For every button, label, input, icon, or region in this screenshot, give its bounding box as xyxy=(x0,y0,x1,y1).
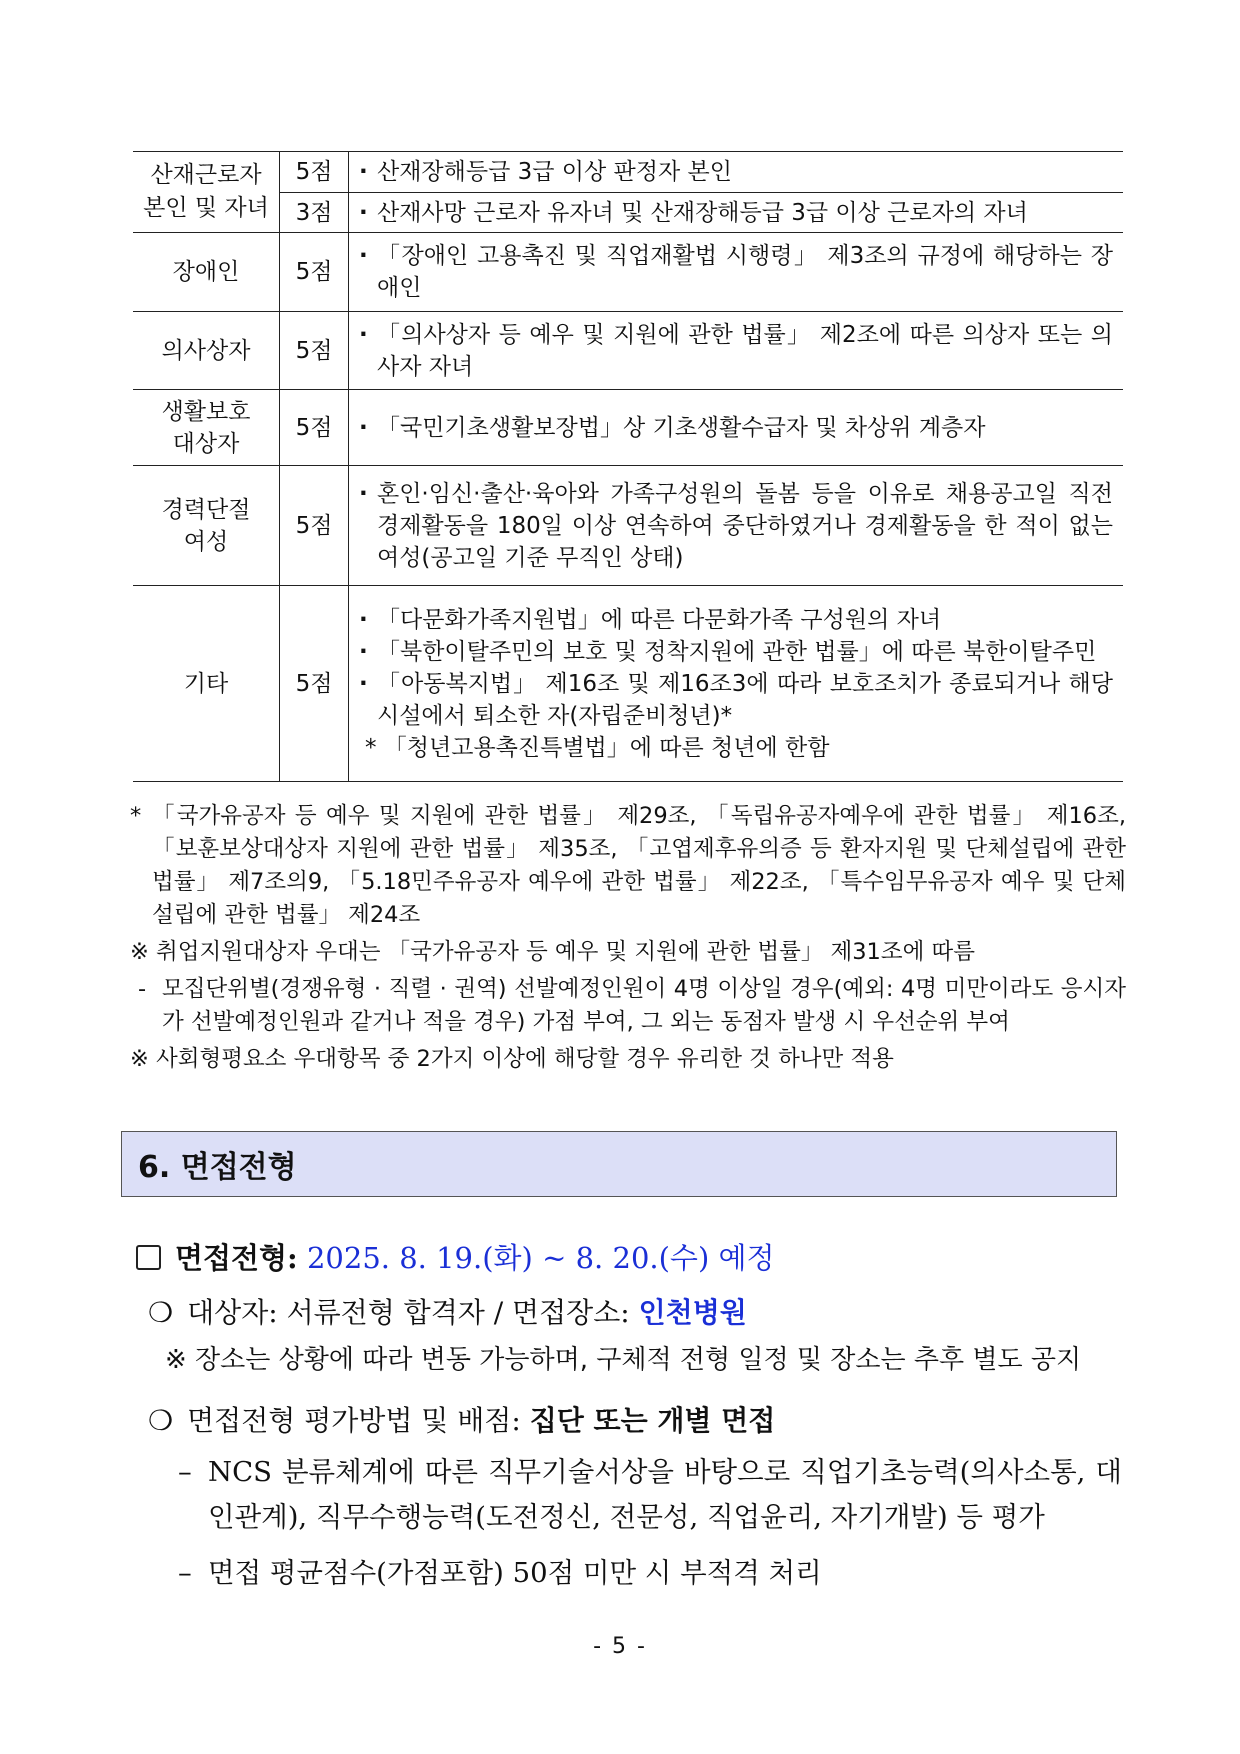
dash-mark: - xyxy=(138,976,147,1002)
description-item: · 「장애인 고용촉진 및 직업재활법 시행령」 제3조의 규정에 해당하는 장애인 xyxy=(355,240,1113,304)
youth-note: * 「청년고용촉진특별법」에 따른 청년에 한함 xyxy=(365,734,830,761)
description-item: · 산재장해등급 3급 이상 판정자 본인 xyxy=(355,156,1113,188)
description-cell xyxy=(349,152,1124,193)
evaluation-item xyxy=(178,1450,1122,1540)
interview-target-line xyxy=(148,1291,747,1331)
section-title: 6. 면접전형 xyxy=(138,1150,297,1185)
description-cell xyxy=(349,233,1124,312)
description-cell xyxy=(349,312,1124,390)
table-row xyxy=(133,466,1123,586)
table-row xyxy=(133,152,1123,193)
circle-bullet-icon: ❍ xyxy=(148,1404,174,1437)
points-cell: 5점 xyxy=(280,312,349,390)
points-cell: 5점 xyxy=(280,466,349,586)
asterisk-mark: * xyxy=(130,803,142,829)
preference-table xyxy=(133,151,1123,782)
interview-schedule xyxy=(136,1236,775,1277)
category-text xyxy=(133,159,279,225)
bonus-condition-note xyxy=(130,973,1126,1039)
description-cell xyxy=(349,586,1124,782)
equity-note: ※ 사회형평요소 우대항목 중 2가지 이상에 해당할 경우 유리한 것 하나만 적용 xyxy=(130,1046,894,1072)
place-note: ※ 장소는 상황에 따라 변동 가능하며, 구체적 전형 일정 및 장소는 추후 별도 공지 xyxy=(165,1345,1082,1375)
disqualification-text: 면접 평균점수(가점포함) 50점 미만 시 부적격 처리 xyxy=(208,1557,822,1589)
law-reference-note xyxy=(130,800,1126,932)
table-row xyxy=(133,233,1123,312)
category-cell xyxy=(133,390,280,466)
description-cell xyxy=(349,466,1124,586)
description-cell xyxy=(349,390,1124,466)
category-label: 경력단절 여성 xyxy=(161,496,251,555)
target-label: 대상자: 서류전형 합격자 / 면접장소: xyxy=(187,1296,630,1329)
table-row xyxy=(133,312,1123,390)
method-label: 면접전형 평가방법 및 배점: xyxy=(187,1404,521,1437)
support-note: ※ 취업지원대상자 우대는 「국가유공자 등 예우 및 지원에 관한 법률」 제31조에 따름 xyxy=(130,939,975,965)
description-item: · 「의사상자 등 예우 및 지원에 관한 법률」 제2조에 따른 의상자 또는 의사자 자녀 xyxy=(355,319,1113,383)
method-value: 집단 또는 개별 면접 xyxy=(529,1404,776,1437)
law-reference-text: 「국가유공자 등 예우 및 지원에 관한 법률」 제29조, 「독립유공자예우에 관한 법률」 제16조, 「보훈보상대상자 지원에 관한 법률」 제35조, 「고엽제후유의증 등 환자지원 및 단체설립에 관한 법률」 제7조의9, 「5.18민주유공자 예우에 관한 법률」 제22조, 「특수임무유공자 예우 및 단체설립에 관한 법률」 제24조 xyxy=(152,803,1126,928)
bonus-condition-text: 모집단위별(경쟁유형 · 직렬 · 권역) 선발예정인원이 4명 이상일 경우(예외: 4명 미만이라도 응시자가 선발예정인원과 같거나 적을 경우) 가점 부여, 그 외는 동점자 발생 시 우선순위 부여 xyxy=(162,976,1126,1035)
points-cell: 5점 xyxy=(280,586,349,782)
category-cell xyxy=(133,466,280,586)
description-item: · 「다문화가족지원법」에 따른 다문화가족 구성원의 자녀 xyxy=(355,604,1113,636)
table-row xyxy=(133,390,1123,466)
description-item: · 「북한이탈주민의 보호 및 정착지원에 관한 법률」에 따른 북한이탈주민 xyxy=(355,636,1113,668)
table-notes xyxy=(130,800,1126,1076)
description-item: · 산재사망 근로자 유자녀 및 산재장해등급 3급 이상 근로자의 자녀 xyxy=(355,197,1113,229)
category-cell: 기타 xyxy=(133,586,280,782)
points-cell: 5점 xyxy=(280,233,349,312)
page-number: - 5 - xyxy=(593,1634,647,1659)
points-cell: 5점 xyxy=(280,390,349,466)
description-cell xyxy=(349,193,1124,233)
evaluation-text: NCS 분류체계에 따른 직무기술서상을 바탕으로 직업기초능력(의사소통, 대인관계), 직무수행능력(도전정신, 전문성, 직업윤리, 자기개발) 등 평가 xyxy=(208,1456,1122,1533)
points-cell: 3점 xyxy=(280,193,349,233)
description-item: · 혼인·임신·출산·육아와 가족구성원의 돌봄 등을 이유로 채용공고일 직전 경제활동을 180일 이상 연속하여 중단하였거나 경제활동을 한 적이 없는 여성(공고일 기준 무직인 상태) xyxy=(355,478,1113,574)
points-cell: 5점 xyxy=(280,152,349,193)
circle-bullet-icon: ❍ xyxy=(148,1296,174,1329)
description-item: · 「아동복지법」 제16조 및 제16조3에 따라 보호조치가 종료되거나 해당 시설에서 퇴소한 자(자립준비청년)* xyxy=(355,668,1113,732)
category-label: 생활보호 대상자 xyxy=(161,398,251,457)
table-row xyxy=(133,586,1123,782)
interview-method-line xyxy=(148,1399,775,1439)
disqualification-item xyxy=(178,1551,1122,1596)
table-row xyxy=(133,193,1123,233)
interview-label: 면접전형: xyxy=(175,1241,298,1275)
checkbox-square-icon xyxy=(136,1245,161,1270)
category-cell xyxy=(133,152,280,233)
dash-mark: – xyxy=(178,1557,192,1589)
interview-dates: 2025. 8. 19.(화) ~ 8. 20.(수) 예정 xyxy=(306,1241,775,1275)
category-cell: 장애인 xyxy=(133,233,280,312)
category-cell: 의사상자 xyxy=(133,312,280,390)
interview-location: 인천병원 xyxy=(638,1296,747,1329)
section-heading xyxy=(121,1131,1117,1197)
category-label: 산재근로자 본인 및 자녀 xyxy=(143,162,269,221)
dash-mark: – xyxy=(178,1456,192,1488)
description-item: · 「국민기초생활보장법」상 기초생활수급자 및 차상위 계층자 xyxy=(355,412,1113,444)
